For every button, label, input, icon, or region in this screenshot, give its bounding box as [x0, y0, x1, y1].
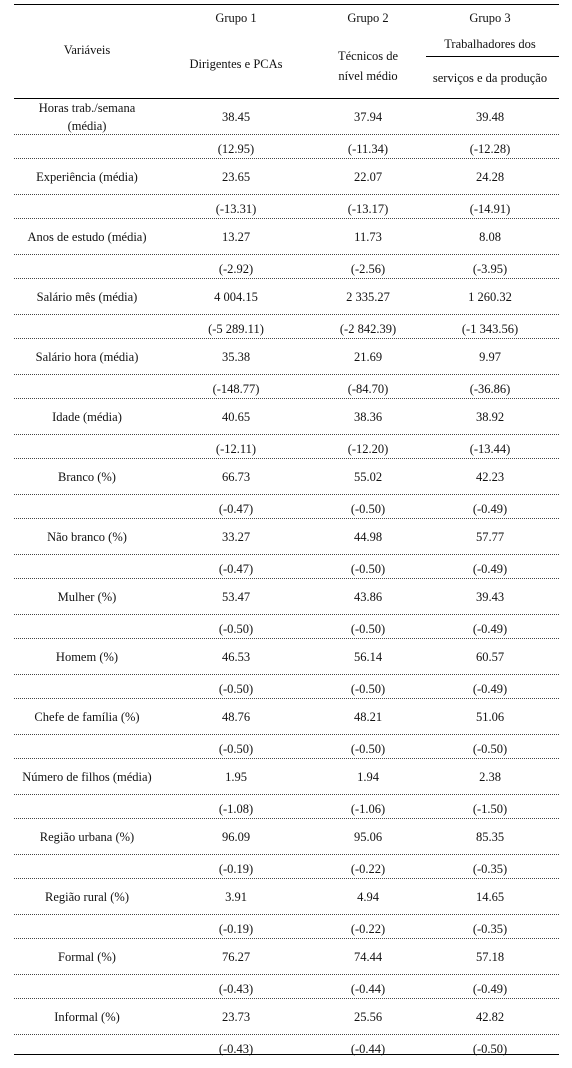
value-cell: 14.65 [475, 890, 505, 904]
sd-cell: (-0.49) [472, 502, 508, 516]
value-cell: 11.73 [354, 230, 382, 244]
value-cell: 4.94 [357, 890, 379, 904]
row-separator [14, 194, 559, 195]
header-bottom-rule [14, 98, 559, 99]
statistics-table [14, 0, 559, 1068]
row-label: Informal (%) [54, 1010, 120, 1024]
sd-cell: (-0.50) [472, 742, 508, 756]
sd-cell: (-3.95) [472, 262, 508, 276]
row-label: (média) [67, 119, 107, 133]
value-cell: 55.02 [353, 470, 383, 484]
value-cell: 39.43 [475, 590, 505, 604]
sd-cell: (-0.35) [472, 922, 508, 936]
row-separator [14, 578, 559, 579]
row-separator [14, 158, 559, 159]
sd-cell: (-0.50) [350, 502, 386, 516]
row-label: Não branco (%) [47, 530, 127, 544]
value-cell: 2 335.27 [346, 290, 390, 304]
value-cell: 96.09 [221, 830, 251, 844]
group-desc: Dirigentes e PCAs [189, 57, 283, 71]
sd-cell: (-1.50) [472, 802, 508, 816]
row-separator [14, 638, 559, 639]
sd-cell: (-12.28) [469, 142, 511, 156]
value-cell: 57.18 [475, 950, 505, 964]
value-cell: 56.14 [353, 650, 383, 664]
sd-cell: (-0.50) [218, 622, 254, 636]
group-desc: Técnicos de [337, 49, 399, 63]
value-cell: 35.38 [221, 350, 251, 364]
row-separator [14, 698, 559, 699]
sd-cell: (-0.50) [350, 622, 386, 636]
row-separator [14, 518, 559, 519]
row-separator [14, 854, 559, 855]
row-label: Região rural (%) [45, 890, 129, 904]
sd-cell: (12.95) [217, 142, 255, 156]
table-bottom-rule [14, 1054, 559, 1055]
group-title: Grupo 1 [215, 11, 257, 25]
value-cell: 24.28 [475, 170, 505, 184]
variables-header: Variáveis [63, 43, 111, 57]
row-label: Chefe de família (%) [34, 710, 140, 724]
sd-cell: (-0.22) [350, 922, 386, 936]
row-separator [14, 494, 559, 495]
sd-cell: (-14.91) [469, 202, 511, 216]
value-cell: 38.45 [221, 110, 251, 124]
value-cell: 95.06 [353, 830, 383, 844]
value-cell: 8.08 [479, 230, 501, 244]
sd-cell: (-0.47) [218, 502, 254, 516]
row-separator [14, 434, 559, 435]
row-separator [14, 398, 559, 399]
value-cell: 43.86 [353, 590, 383, 604]
sd-cell: (-0.50) [350, 682, 386, 696]
row-label: Região urbana (%) [39, 830, 135, 844]
sd-cell: (-0.19) [218, 922, 254, 936]
row-label: Homem (%) [55, 650, 119, 664]
row-separator [14, 974, 559, 975]
row-separator [14, 938, 559, 939]
value-cell: 57.77 [475, 530, 505, 544]
sd-cell: (-0.22) [350, 862, 386, 876]
sd-cell: (-36.86) [469, 382, 511, 396]
value-cell: 9.97 [479, 350, 501, 364]
value-cell: 48.21 [353, 710, 383, 724]
row-separator [14, 1034, 559, 1035]
value-cell: 2.38 [479, 770, 501, 784]
value-cell: 76.27 [221, 950, 251, 964]
row-label: Idade (média) [52, 410, 122, 424]
sd-cell: (-1.08) [218, 802, 254, 816]
value-cell: 23.73 [221, 1010, 251, 1024]
sd-cell: (-0.50) [472, 1042, 508, 1056]
value-cell: 38.92 [475, 410, 505, 424]
value-cell: 42.23 [475, 470, 505, 484]
value-cell: 74.44 [353, 950, 383, 964]
row-separator [14, 614, 559, 615]
sd-cell: (-0.50) [350, 742, 386, 756]
sd-cell: (-13.44) [469, 442, 511, 456]
sd-cell: (-148.77) [212, 382, 260, 396]
row-separator [14, 734, 559, 735]
row-label: Experiência (média) [36, 170, 138, 184]
value-cell: 1.94 [357, 770, 379, 784]
sd-cell: (-84.70) [347, 382, 389, 396]
row-separator [14, 794, 559, 795]
table-top-rule [14, 4, 559, 5]
value-cell: 23.65 [221, 170, 251, 184]
value-cell: 53.47 [221, 590, 251, 604]
value-cell: 42.82 [475, 1010, 505, 1024]
row-separator [14, 554, 559, 555]
value-cell: 85.35 [475, 830, 505, 844]
value-cell: 13.27 [221, 230, 251, 244]
group-desc: Trabalhadores dos [444, 37, 536, 51]
row-label: Horas trab./semana [38, 101, 136, 115]
sd-cell: (-0.44) [350, 1042, 386, 1056]
sd-cell: (-2 842.39) [339, 322, 397, 336]
row-label: Salário mês (média) [36, 290, 138, 304]
value-cell: 33.27 [221, 530, 251, 544]
sd-cell: (-13.17) [347, 202, 389, 216]
group-title: Grupo 2 [347, 11, 389, 25]
row-separator [14, 374, 559, 375]
row-separator [14, 134, 559, 135]
value-cell: 37.94 [353, 110, 383, 124]
row-separator [14, 998, 559, 999]
row-label: Anos de estudo (média) [27, 230, 147, 244]
sd-cell: (-0.43) [218, 982, 254, 996]
value-cell: 1.95 [225, 770, 247, 784]
value-cell: 21.69 [353, 350, 383, 364]
sd-cell: (-1 343.56) [461, 322, 519, 336]
value-cell: 39.48 [475, 110, 505, 124]
row-separator [14, 314, 559, 315]
sd-cell: (-0.50) [218, 742, 254, 756]
row-separator [14, 458, 559, 459]
row-separator [14, 878, 559, 879]
row-label: Branco (%) [58, 470, 116, 484]
value-cell: 40.65 [221, 410, 251, 424]
row-label: Salário hora (média) [35, 350, 139, 364]
sd-cell: (-0.50) [218, 682, 254, 696]
row-separator [14, 254, 559, 255]
value-cell: 46.53 [221, 650, 251, 664]
sd-cell: (-5 289.11) [208, 322, 264, 336]
row-separator [14, 674, 559, 675]
group-title: Grupo 3 [469, 11, 511, 25]
sd-cell: (-0.50) [350, 562, 386, 576]
sd-cell: (-12.20) [347, 442, 389, 456]
value-cell: 22.07 [353, 170, 383, 184]
value-cell: 3.91 [225, 890, 247, 904]
row-label: Formal (%) [58, 950, 116, 964]
group-desc: serviços e da produção [432, 71, 548, 85]
sd-cell: (-12.11) [215, 442, 257, 456]
row-separator [14, 818, 559, 819]
sd-cell: (-11.34) [347, 142, 389, 156]
value-cell: 4 004.15 [214, 290, 258, 304]
value-cell: 38.36 [353, 410, 383, 424]
group-desc: nível médio [338, 69, 398, 83]
sd-cell: (-0.49) [472, 622, 508, 636]
value-cell: 51.06 [475, 710, 505, 724]
value-cell: 25.56 [353, 1010, 383, 1024]
sd-cell: (-1.06) [350, 802, 386, 816]
sd-cell: (-0.47) [218, 562, 254, 576]
row-separator [14, 758, 559, 759]
value-cell: 1 260.32 [468, 290, 512, 304]
row-separator [14, 914, 559, 915]
sd-cell: (-0.49) [472, 682, 508, 696]
row-label: Mulher (%) [57, 590, 117, 604]
sd-cell: (-0.49) [472, 982, 508, 996]
sd-cell: (-0.44) [350, 982, 386, 996]
sd-cell: (-2.92) [218, 262, 254, 276]
sd-cell: (-0.43) [218, 1042, 254, 1056]
value-cell: 48.76 [221, 710, 251, 724]
row-separator [14, 218, 559, 219]
sd-cell: (-13.31) [215, 202, 257, 216]
value-cell: 66.73 [221, 470, 251, 484]
value-cell: 44.98 [353, 530, 383, 544]
sd-cell: (-0.49) [472, 562, 508, 576]
sd-cell: (-0.19) [218, 862, 254, 876]
sd-cell: (-0.35) [472, 862, 508, 876]
value-cell: 60.57 [475, 650, 505, 664]
row-separator [14, 278, 559, 279]
sd-cell: (-2.56) [350, 262, 386, 276]
row-label: Número de filhos (média) [22, 770, 152, 784]
row-separator [14, 338, 559, 339]
